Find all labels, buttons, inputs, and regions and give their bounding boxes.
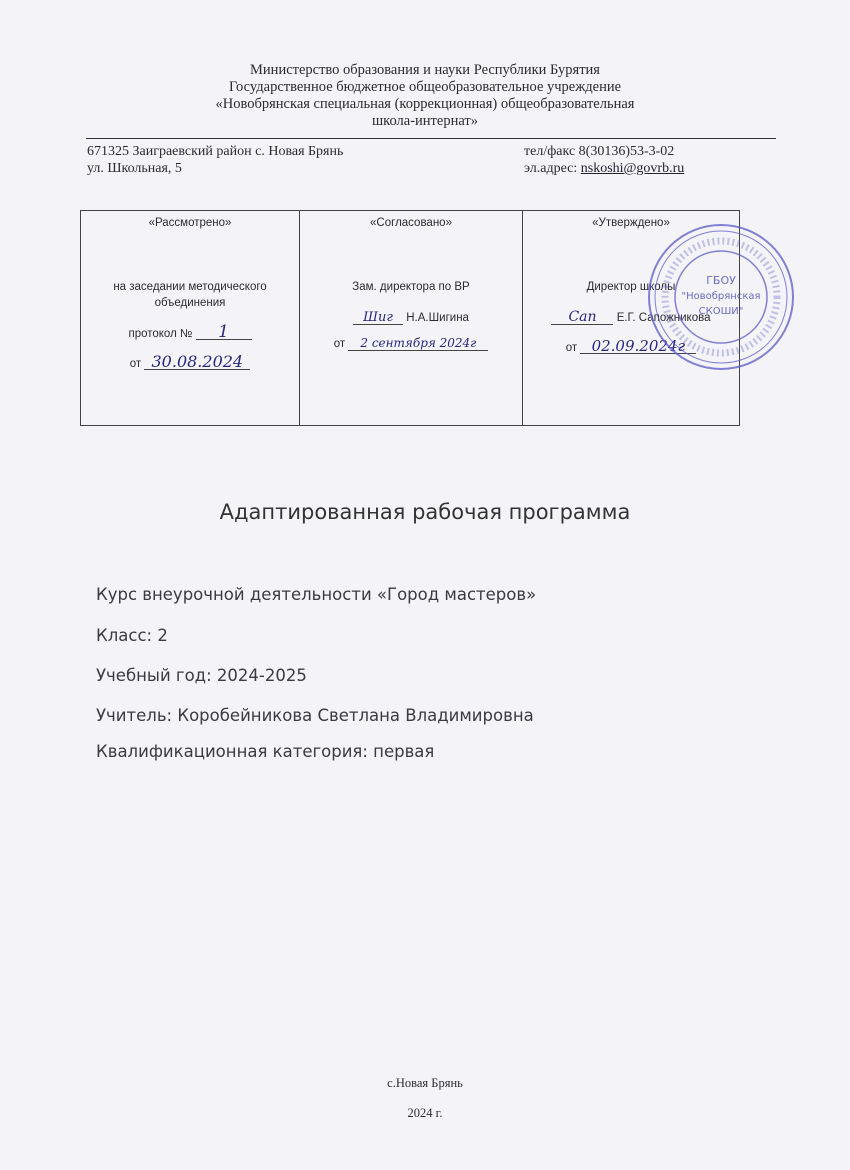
agreed-signature: Шиг xyxy=(353,311,403,325)
course-line: Курс внеурочной деятельности «Город мастеров» xyxy=(96,585,537,604)
reviewed-date xyxy=(81,352,299,372)
agreed-date-prefix: от xyxy=(333,338,346,350)
reviewed-date-prefix: от xyxy=(129,358,142,370)
email-line xyxy=(524,160,684,177)
reviewed-cell xyxy=(81,211,300,426)
stamp-center-line-3: СКОШИ" xyxy=(698,306,744,317)
agreed-signature-row xyxy=(300,311,522,326)
reviewed-title: «Рассмотрено» xyxy=(148,217,232,229)
agreed-cell xyxy=(300,211,523,426)
approved-name: Е.Г. Сапожникова xyxy=(616,312,711,324)
footer-place: с.Новая Брянь xyxy=(387,1076,463,1090)
document-title: Адаптированная рабочая программа xyxy=(219,500,631,524)
agreed-date xyxy=(300,337,522,352)
email-link[interactable]: nskoshi@govrb.ru xyxy=(580,161,685,176)
agreed-title: «Согласовано» xyxy=(370,217,452,229)
year-line: Учебный год: 2024-2025 xyxy=(96,666,307,685)
header-divider xyxy=(86,138,776,139)
approved-date-prefix: от xyxy=(565,342,578,354)
reviewed-protocol xyxy=(81,322,299,342)
approved-signature: Сап xyxy=(551,311,613,325)
agreed-position: Зам. директора по ВР xyxy=(352,281,470,293)
ministry-line: Министерство образования и науки Республики Бурятия xyxy=(250,62,600,78)
stamp-center-line-1: ГБОУ xyxy=(706,274,736,287)
footer-year: 2024 г. xyxy=(407,1106,443,1120)
official-stamp xyxy=(646,222,796,372)
school-name-line-2: школа-интернат» xyxy=(372,113,478,129)
reviewed-line-2: объединения xyxy=(154,297,226,309)
phone-line: тел/факс 8(30136)53-3-02 xyxy=(524,144,675,159)
category-line: Квалификационная категория: первая xyxy=(96,742,435,761)
protocol-label: протокол № xyxy=(128,328,193,340)
school-name-line-1: «Новобрянская специальная (коррекционная) общеобразовательная xyxy=(215,96,635,112)
agreed-date-value: 2 сентября 2024г xyxy=(348,337,488,351)
protocol-number: 1 xyxy=(196,325,252,340)
approval-table xyxy=(80,210,740,426)
address-line-2: ул. Школьная, 5 xyxy=(87,161,182,176)
approved-position: Директор школы xyxy=(586,281,676,293)
approved-title: «Утверждено» xyxy=(592,217,670,229)
email-label: эл.адрес: xyxy=(524,161,578,176)
grade-line: Класс: 2 xyxy=(96,626,168,645)
reviewed-date-value: 30.08.2024 xyxy=(144,355,250,370)
approved-date-value: 02.09.2024г xyxy=(580,339,696,354)
reviewed-line-1: на заседании методического xyxy=(113,281,267,293)
stamp-center-line-2: "Новобрянская xyxy=(681,291,761,302)
agreed-name: Н.А.Шигина xyxy=(406,312,469,324)
address-line-1: 671325 Заиграевский район с. Новая Брянь xyxy=(87,144,344,159)
teacher-line: Учитель: Коробейникова Светлана Владимировна xyxy=(96,706,534,725)
institution-type-line: Государственное бюджетное общеобразовательное учреждение xyxy=(228,79,622,95)
